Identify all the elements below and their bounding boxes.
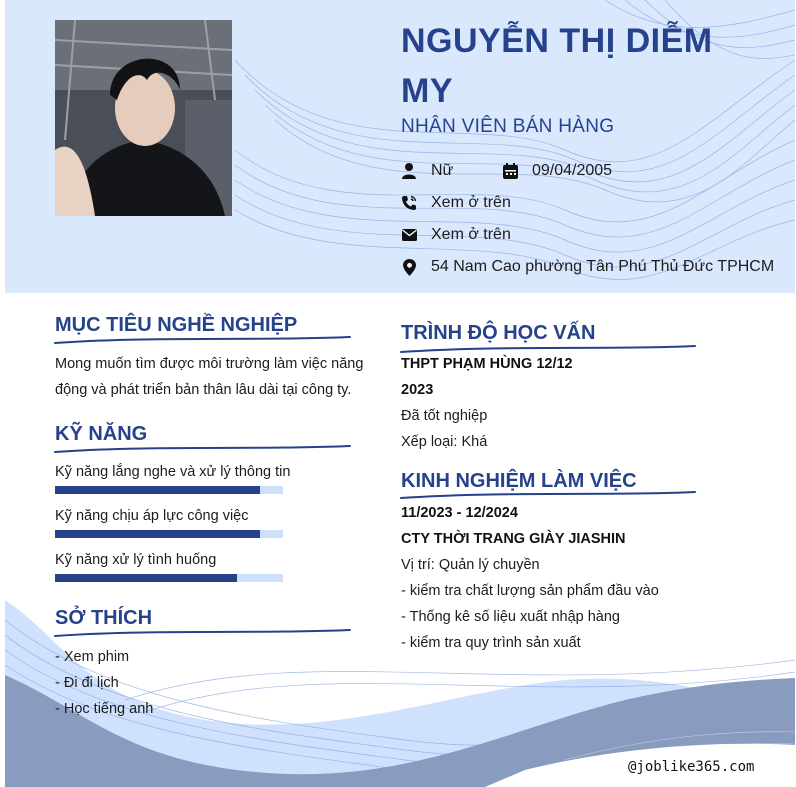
list-item: - Đi đi lịch	[55, 675, 119, 691]
list-item: - kiểm tra chất lượng sản phẩm đầu vào	[401, 583, 659, 599]
hobbies-title: SỞ THÍCH	[55, 607, 153, 629]
skill-bar-fill	[55, 574, 237, 582]
email-value: Xem ở trên	[431, 226, 511, 243]
education-status: Đã tốt nghiệp	[401, 408, 488, 424]
experience-title: KINH NGHIỆM LÀM VIỆC	[401, 470, 637, 492]
experience-period: 11/2023 - 12/2024	[401, 505, 518, 521]
company-name: CTY THỜI TRANG GIÀY JIASHIN	[401, 531, 626, 547]
skill-bar-fill	[55, 530, 260, 538]
skill-bar	[55, 530, 283, 538]
watermark-text: @joblike365.com	[628, 759, 755, 775]
objective-text: Mong muốn tìm được môi trường làm việc năng động và phát triển bản thân lâu dài tại công ty.	[55, 356, 364, 398]
objective-title: MỤC TIÊU NGHỀ NGHIỆP	[55, 314, 298, 336]
experience-block	[401, 500, 659, 656]
education-title: TRÌNH ĐỘ HỌC VẤN	[401, 322, 596, 344]
skill-label: Kỹ năng xử lý tình huống	[55, 552, 217, 568]
list-item: - kiểm tra quy trình sản xuất	[401, 635, 581, 651]
birthdate-value: 09/04/2005	[532, 162, 613, 179]
graduation-year: 2023	[401, 382, 434, 398]
list-item: - Học tiếng anh	[55, 701, 154, 717]
candidate-name: NGUYỄN THỊ DIỄM MY	[401, 22, 713, 110]
school-name: THPT PHẠM HÙNG 12/12	[401, 356, 573, 372]
cv-frame	[5, 0, 795, 787]
gender-value: Nữ	[431, 162, 454, 179]
list-item: - Xem phim	[55, 649, 130, 665]
skills-title: KỸ NĂNG	[55, 423, 148, 445]
education-grade: Xếp loại: Khá	[401, 434, 488, 450]
education-block	[401, 351, 573, 455]
skill-bar	[55, 486, 283, 494]
job-position: Vị trí: Quản lý chuyền	[401, 557, 540, 573]
skill-bar-fill	[55, 486, 260, 494]
phone-value: Xem ở trên	[431, 194, 511, 211]
skill-bar	[55, 574, 283, 582]
skill-label: Kỹ năng chịu áp lực công việc	[55, 508, 249, 524]
hobbies-list	[55, 644, 153, 722]
address-value: 54 Nam Cao phường Tân Phú Thủ Đức TPHCM	[431, 258, 775, 275]
job-role: NHÂN VIÊN BÁN HÀNG	[401, 116, 615, 137]
list-item: - Thống kê số liệu xuất nhập hàng	[401, 609, 621, 625]
skill-label: Kỹ năng lắng nghe và xử lý thông tin	[55, 464, 291, 480]
